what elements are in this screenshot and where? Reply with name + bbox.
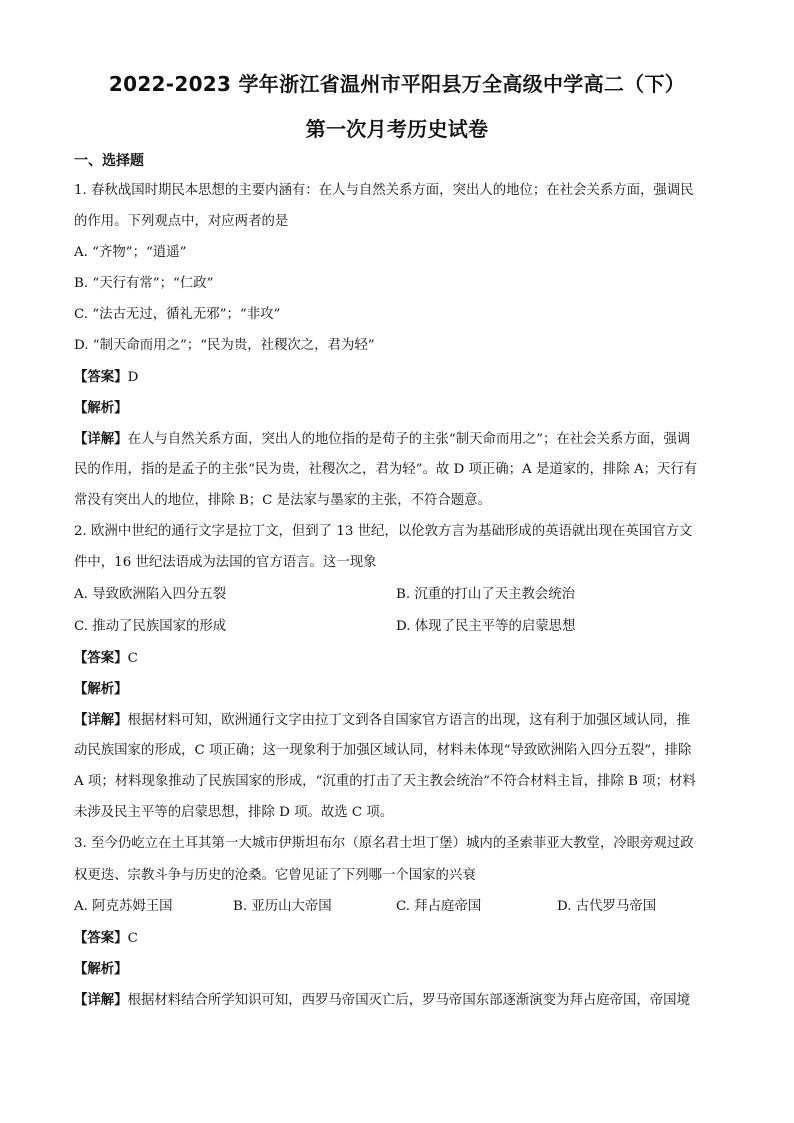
q3-answer [74,928,138,949]
q1-option-a: A. “齐物”；“逍遥” [74,245,187,260]
answer-value: D [127,370,139,385]
q2-stem-line: 件中，16 世纪法语成为法国的官方语言。这一现象 [74,555,377,570]
q1-stem-line: 1. 春秋战国时期民本思想的主要内涵有：在人与自然关系方面，突出人的地位；在社会关系方面，强调民 [74,183,694,198]
q1-answer [74,367,138,388]
q3-option-c: C. 拜占庭帝国 [396,899,482,914]
answer-value: C [127,931,138,946]
q2-detail-line [74,710,690,731]
q1-detail-line: 常没有突出人的地位，排除 B；C 是法家与墨家的主张，不符合题意。 [74,493,491,508]
section-heading: 一、选择题 [74,153,144,169]
q3-option-b: B. 亚历山大帝国 [233,899,332,914]
q1-analysis-tag: 【解析】 [74,400,128,416]
q3-analysis-tag: 【解析】 [74,961,128,977]
q1-detail-line: 民的作用，指的是孟子的主张“民为贵，社稷次之，君为轻”。故 D 项正确；A 是道家的，排除 A；天行有 [74,462,698,477]
q1-detail-line [74,429,690,450]
q3-stem-line: 权更迭、宗教斗争与历史的沧桑。它曾见证了下列哪一个国家的兴衰 [74,868,476,883]
q2-option-b: B. 沉重的打山了天主教会统治 [396,587,576,602]
answer-tag: 【答案】 [74,930,128,946]
detail-tag: 【详解】 [74,992,128,1008]
answer-tag: 【答案】 [74,650,128,666]
q1-option-d: D. “制天命而用之”；“民为贵，社稷次之，君为轻” [74,338,375,353]
q2-detail-line: A 项；材料现象推动了民族国家的形成，“沉重的打击了天主教会统治”不符合材料主旨，排除 B 项；材料 [74,774,696,789]
page-subtitle: 第一次月考历史试卷 [305,117,489,141]
page-title: 2022-2023 学年浙江省温州市平阳县万全高级中学高二（下） [108,72,686,96]
detail-tag: 【详解】 [74,431,128,447]
answer-tag: 【答案】 [74,369,128,385]
q2-option-c: C. 推动了民族国家的形成 [74,619,227,634]
q2-option-a: A. 导致欧洲陷入四分五裂 [74,587,227,602]
q2-detail-line: 动民族国家的形成，C 项正确；这一现象利于加强区域认同，材料未体现“导致欧洲陷入四分五裂”，排除 [74,743,692,758]
q3-stem-line: 3. 至今仍屹立在土耳其第一大城市伊斯坦布尔（原名君士坦丁堡）城内的圣索菲亚大教堂，冷眼旁观过政 [74,836,694,851]
detail-tag: 【详解】 [74,712,128,728]
q3-detail-line [74,990,690,1011]
q2-analysis-tag: 【解析】 [74,681,128,697]
detail-text: 根据材料结合所学知识可知，西罗马帝国灭亡后，罗马帝国东部逐渐演变为拜占庭帝国，帝国境 [127,993,690,1008]
answer-value: C [127,651,138,666]
detail-text: 根据材料可知，欧洲通行文字由拉丁文到各自国家官方语言的出现，这有利于加强区域认同，推 [127,713,690,728]
q2-option-d: D. 体现了民主平等的启蒙思想 [396,619,576,634]
detail-text: 在人与自然关系方面，突出人的地位指的是荀子的主张“制天命而用之”；在社会关系方面，强调 [127,432,691,447]
q2-detail-line: 未涉及民主平等的启蒙思想，排除 D 项。故选 C 项。 [74,805,394,820]
q2-stem-line: 2. 欧洲中世纪的通行文字是拉丁文，但到了 13 世纪，以伦敦方言为基础形成的英语就出现在英国官方文 [74,524,693,539]
q3-option-a: A. 阿克苏姆王国 [74,899,173,914]
q1-option-b: B. “天行有常”；“仁政” [74,276,214,291]
q3-option-d: D. 古代罗马帝国 [557,899,657,914]
q1-option-c: C. “法古无过，循礼无邪”；“非攻” [74,307,281,322]
q1-stem-line: 的作用。下列观点中，对应两者的是 [74,214,289,229]
q2-answer [74,648,138,669]
